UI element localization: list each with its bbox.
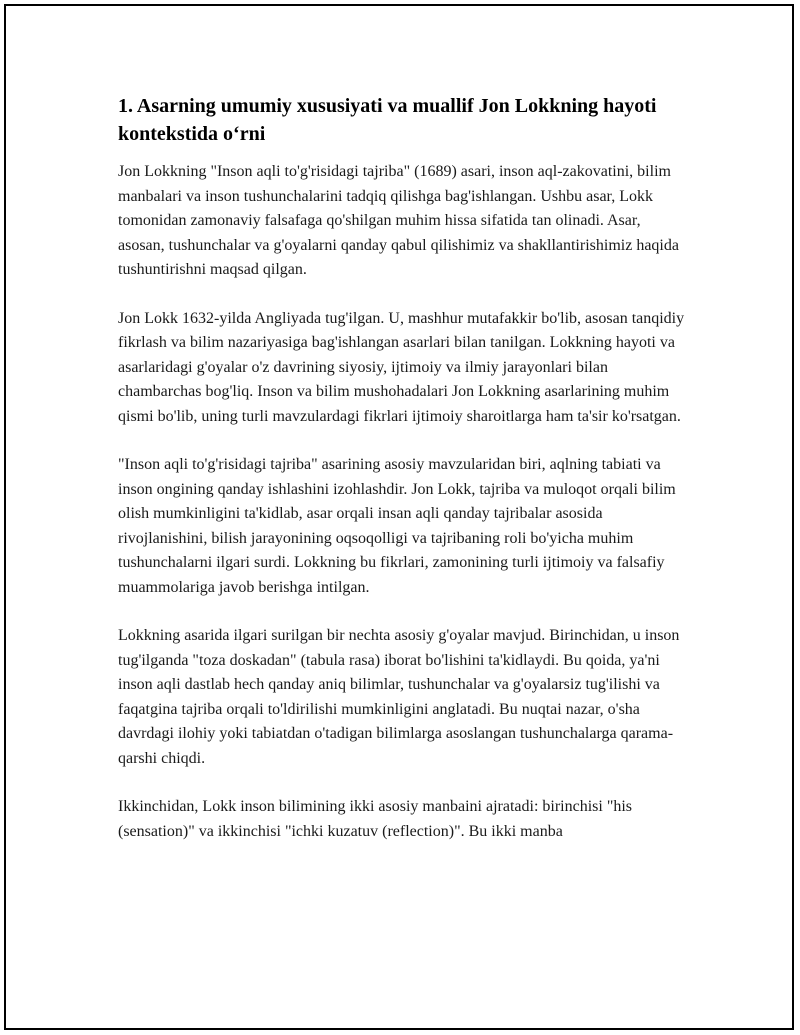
paragraph: Jon Lokkning "Inson aqli to'g'risidagi tajriba" (1689) asari, inson aql-zakovatini, bilim manbalari va inson tushunchalarini tadqiq qilishga bag'ishlangan. Ushbu asar, Lokk tomonidan zamonaviy falsafaga qo'shilgan muhim hissa sifatida tan olinadi. Asar, asosan, tushunchalar va g'oyalarni qanday qabul qilishimiz va shakllantirishimiz haqida tushuntirishni maqsad qilgan.: [118, 163, 679, 278]
paragraph: Lokkning asarida ilgari surilgan bir nechta asosiy g'oyalar mavjud. Birinchidan, u inson tug'ilganda "toza doskadan" (tabula rasa) iborat bo'lishini ta'kidlaydi. Bu qoida, ya'ni inson aqli dastlab hech qanday aniq bilimlar, tushunchalar va g'oyalarsiz tug'ilishi va faqatgina tajriba orqali to'ldirilishi mumkinligini anglatadi. Bu nuqtai nazar, o'sha davrdagi ilohiy yoki tabiatdan o'tadigan bilimlarga asoslangan tushunchalarga qarama-qarshi chiqdi.: [118, 627, 680, 767]
document-body: [118, 92, 690, 868]
paragraph: "Inson aqli to'g'risidagi tajriba" asarining asosiy mavzularidan biri, aqlning tabiati va inson ongining qanday ishlashini izohlashdir. Jon Lokk, tajriba va muloqot orqali bilim olish mumkinligini ta'kidlab, asar orqali insan aqli qanday tajribalar asosida rivojlanishini, bilish jarayonining oqsoqolligi va tajribaning roli bo'yicha muhim tushunchalarni ilgari surdi. Lokkning bu fikrlari, zamonining turli ijtimoiy va falsafiy muammolariga javob berishga intilgan.: [118, 456, 676, 596]
paragraph: Ikkinchidan, Lokk inson bilimining ikki asosiy manbaini ajratadi: birinchisi "his (sensation)" va ikkinchisi "ichki kuzatuv (reflection)". Bu ikki manba: [118, 798, 633, 840]
paragraph: Jon Lokk 1632-yilda Angliyada tug'ilgan. U, mashhur mutafakkir bo'lib, asosan tanqidiy fikrlash va bilim nazariyasiga bag'ishlangan asarlari bilan tanilgan. Lokkning hayoti va asarlaridagi g'oyalar o'z davrining siyosiy, ijtimoiy va ilmiy jarayonlari bilan chambarchas bog'liq. Inson va bilim mushohadalari Jon Lokkning asarlarining muhim qismi bo'lib, uning turli mavzulardagi fikrlari ijtimoiy sharoitlarga ham ta'sir ko'rsatgan.: [118, 309, 685, 425]
section-heading: 1. Asarning umumiy xususiyati va muallif Jon Lokkning hayoti kontekstida o‘rni: [118, 95, 657, 145]
